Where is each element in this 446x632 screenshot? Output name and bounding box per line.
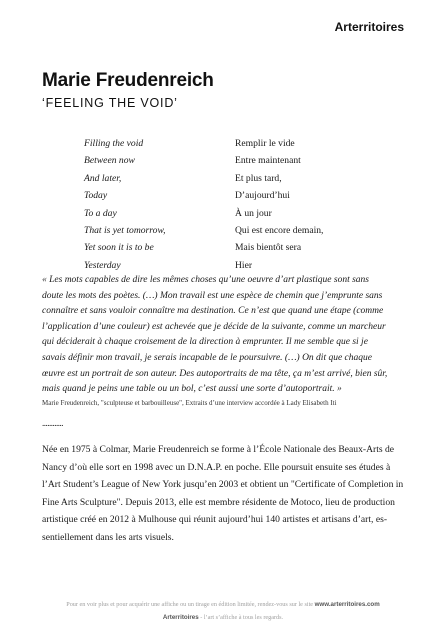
poem-line: Entre maintenant (235, 155, 301, 167)
quote-attribution: Marie Freudenreich, "sculpteuse et barbouilleuse", Extraits d’une interview accordée à Lady Elisabeth Iti (42, 399, 337, 407)
bio-line: Nancy d’où elle sort en 1998 avec un D.N.A.P. en poche. Elle poursuit ensuite ses études à (42, 461, 391, 473)
poem-line: Mais bientôt sera (235, 242, 302, 254)
bio-line: l’Art Student’s League of New York jusqu’en 2003 et obtient un "Certificate of Completion in (42, 479, 404, 491)
quote-line: connaître et sans vouloir connaître ma destination. Ce n’est que quand une étape (comme (42, 306, 384, 317)
artist-name: Marie Freudenreich (42, 70, 214, 91)
section-separator: ............ (42, 418, 63, 428)
quote-line: doute les mots des poètes. (…) Mon travail est une espèce de chemin que j’emprunte sans (42, 290, 383, 301)
poem-line: Yet soon it is to be (84, 242, 154, 254)
quote-line: œuvre est un portrait de son auteur. Des autoportraits de ma tête, ça m’est arrivé, bien sûr, (42, 368, 388, 379)
footer-brand: Arterritoires (162, 614, 199, 621)
bio-line: artistique créé en 2012 à Mulhouse qui réunit aujourd’hui 140 artistes et artisans d’art, es- (42, 514, 388, 526)
brand-logo-text: Arterritoires (334, 20, 404, 34)
quote-line: qui déciderait à chaque croisement de la direction à emprunter. Il me semble que si je (42, 337, 368, 348)
poem-line: To a day (84, 207, 117, 219)
quote-line: savais définir mon travail, je serais incapable de le poursuivre. (…) On dit que chaque (42, 352, 372, 363)
artist-quote (42, 273, 414, 398)
website-link[interactable]: www.arterritoires.com (314, 601, 380, 608)
bio-line: sentiellement dans les arts visuels. (42, 531, 174, 543)
quote-line: mais quand je peins une table ou un bol, c’est aussi une sorte d’autoportrait. » (42, 384, 342, 395)
poem-line: D’aujourd’hui (235, 190, 290, 202)
poem-line: Qui est encore demain, (235, 225, 324, 237)
footer-tagline (0, 614, 446, 621)
quote-line: « Les mots capables de dire les mêmes choses qu’une oeuvre d’art plastique sont sans (42, 275, 369, 285)
poem-line: And later, (84, 172, 122, 184)
poem-line: Today (84, 190, 108, 202)
poem-line: À un jour (235, 207, 272, 219)
poem-line: Remplir le vide (235, 138, 295, 149)
poem-line: Filling the void (84, 138, 144, 149)
poem-line: Yesterday (84, 259, 121, 271)
poem-line: Hier (235, 259, 253, 271)
poem-line: Between now (84, 155, 135, 167)
footer-info-text: Pour en voir plus et pour acquérir une affiche ou un tirage en édition limitée, rendez-vous sur le site (66, 601, 314, 608)
quote-line: l’application d’une couleur) est achevée que je décide de la suivante, comme un marcheur (42, 321, 386, 332)
poem-line: Et plus tard, (235, 172, 282, 184)
bio-line: Fine Arts Sculpture". Depuis 2013, elle est membre résidente de Motoco, lieu de production (42, 496, 395, 508)
poem-english (84, 135, 166, 274)
poem-line: That is yet tomorrow, (84, 225, 166, 237)
footer-tagline-text: - l’art s’affiche à tous les regards. (198, 614, 284, 621)
footer-info (0, 601, 446, 608)
artist-biography (42, 441, 410, 547)
bio-line: Née en 1975 à Colmar, Marie Freudenreich se forme à l’École Nationale des Beaux-Arts de (42, 444, 395, 455)
poem-french (235, 135, 323, 274)
artwork-title: ‘FEELING THE VOID’ (42, 96, 178, 110)
